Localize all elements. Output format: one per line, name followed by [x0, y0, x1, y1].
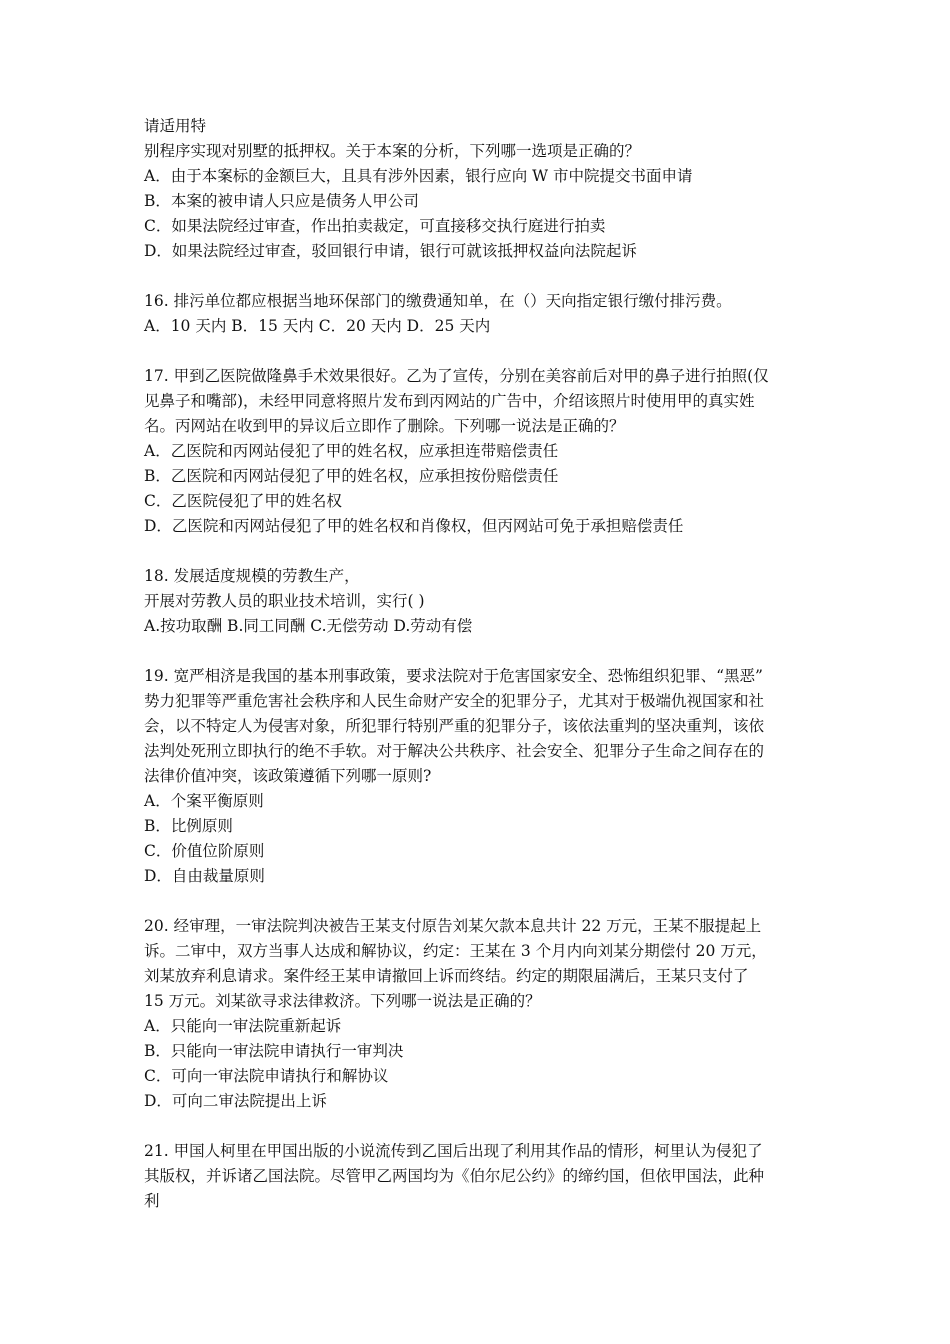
spacer	[144, 539, 808, 564]
question-16	[144, 289, 808, 339]
q21-stem-line-2: 其版权，并诉诸乙国法院。尽管甲乙两国均为《伯尔尼公约》的缔约国，但依甲国法，此种	[144, 1167, 765, 1185]
intro-option-a: A．由于本案标的金额巨大，且具有涉外因素，银行应向 W 市中院提交书面申请	[144, 167, 693, 185]
q16-options: A．10 天内 B．15 天内 C．20 天内 D．25 天内	[144, 317, 491, 335]
intro-line-2: 别程序实现对别墅的抵押权。关于本案的分析，下列哪一选项是正确的？	[144, 142, 641, 160]
question-17	[144, 364, 808, 539]
q19-stem-line-5: 法律价值冲突，该政策遵循下列哪一原则?	[144, 767, 432, 785]
q19-stem-line-1: 19. 宽严相济是我国的基本刑事政策，要求法院对于危害国家安全、恐怖组织犯罪、“黑恶”	[144, 667, 763, 685]
intro-line-1: 请适用特	[144, 117, 207, 135]
intro-block	[144, 114, 808, 264]
q21-stem-line-3: 利	[144, 1192, 160, 1210]
q19-option-a: A．个案平衡原则	[144, 792, 264, 810]
q20-option-c: C．可向一审法院申请执行和解协议	[144, 1067, 389, 1085]
q17-option-c: C．乙医院侵犯了甲的姓名权	[144, 492, 342, 510]
q17-option-d: D．乙医院和丙网站侵犯了甲的姓名权和肖像权，但丙网站可免于承担赔偿责任	[144, 517, 684, 535]
q17-option-b: B．乙医院和丙网站侵犯了甲的姓名权，应承担按份赔偿责任	[144, 467, 559, 485]
intro-option-c: C．如果法院经过审查，作出拍卖裁定，可直接移交执行庭进行拍卖	[144, 217, 606, 235]
q18-options: A.按功取酬 B.同工同酬 C.无偿劳动 D.劳动有偿	[144, 617, 473, 635]
document-page	[144, 114, 808, 1214]
question-21	[144, 1139, 808, 1214]
q20-option-b: B．只能向一审法院申请执行一审判决	[144, 1042, 404, 1060]
q19-option-c: C．价值位阶原则	[144, 842, 265, 860]
q20-stem-line-1: 20. 经审理，一审法院判决被告王某支付原告刘某欠款本息共计 22 万元，王某不服提起上	[144, 917, 762, 935]
q16-stem: 16. 排污单位都应根据当地环保部门的缴费通知单，在（）天向指定银行缴付排污费。	[144, 292, 732, 310]
spacer	[144, 339, 808, 364]
q19-stem-line-2: 势力犯罪等严重危害社会秩序和人民生命财产安全的犯罪分子，尤其对于极端仇视国家和社	[144, 692, 765, 710]
spacer	[144, 889, 808, 914]
question-18	[144, 564, 808, 639]
q18-stem-line-1: 18. 发展适度规模的劳教生产，	[144, 567, 360, 585]
question-20	[144, 914, 808, 1114]
q21-stem-line-1: 21. 甲国人柯里在甲国出版的小说流传到乙国后出现了利用其作品的情形，柯里认为侵犯了	[144, 1142, 763, 1160]
q19-option-b: B．比例原则	[144, 817, 233, 835]
spacer	[144, 639, 808, 664]
intro-option-b: B．本案的被申请人只应是债务人甲公司	[144, 192, 419, 210]
q20-option-d: D．可向二审法院提出上诉	[144, 1092, 327, 1110]
q17-stem-line-3: 名。丙网站在收到甲的异议后立即作了删除。下列哪一说法是正确的？	[144, 417, 625, 435]
q17-stem-line-1: 17. 甲到乙医院做隆鼻手术效果很好。乙为了宣传，分别在美容前后对甲的鼻子进行拍照(仅	[144, 367, 769, 385]
q20-stem-line-4: 15 万元。刘某欲寻求法律救济。下列哪一说法是正确的？	[144, 992, 541, 1010]
q19-option-d: D．自由裁量原则	[144, 867, 265, 885]
q19-stem-line-3: 会，以不特定人为侵害对象，所犯罪行特别严重的犯罪分子，该依法重判的坚决重判，该依	[144, 717, 765, 735]
q17-option-a: A．乙医院和丙网站侵犯了甲的姓名权，应承担连带赔偿责任	[144, 442, 559, 460]
q20-option-a: A．只能向一审法院重新起诉	[144, 1017, 342, 1035]
question-19	[144, 664, 808, 889]
spacer	[144, 264, 808, 289]
spacer	[144, 1114, 808, 1139]
q18-stem-line-2: 开展对劳教人员的职业技术培训，实行( )	[144, 592, 425, 610]
q20-stem-line-2: 诉。二审中，双方当事人达成和解协议，约定：王某在 3 个月内向刘某分期偿付 20 万元，	[144, 942, 767, 960]
intro-option-d: D．如果法院经过审查，驳回银行申请，银行可就该抵押权益向法院起诉	[144, 242, 637, 260]
q17-stem-line-2: 见鼻子和嘴部)，未经甲同意将照片发布到丙网站的广告中，介绍该照片时使用甲的真实姓	[144, 392, 755, 410]
q20-stem-line-3: 刘某放弃利息请求。案件经王某申请撤回上诉而终结。约定的期限届满后，王某只支付了	[144, 967, 749, 985]
q19-stem-line-4: 法判处死刑立即执行的绝不手软。对于解决公共秩序、社会安全、犯罪分子生命之间存在的	[144, 742, 765, 760]
